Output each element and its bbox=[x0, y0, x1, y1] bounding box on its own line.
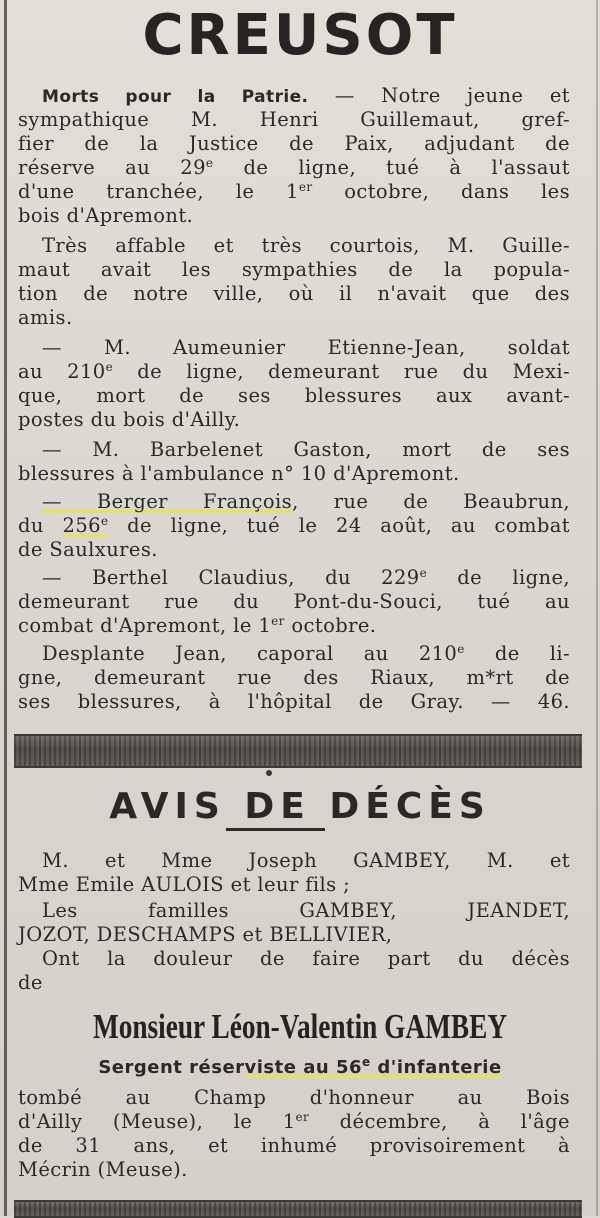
p4-line-1: — M. Barbelenet Gaston, mort de ses bbox=[42, 438, 570, 461]
avis-line-5: Ont la douleur de faire part du décès bbox=[42, 947, 570, 970]
section-title: CREUSOT bbox=[142, 3, 458, 68]
after-line-4: Mécrin (Meuse). bbox=[18, 1158, 188, 1181]
bottom-band bbox=[14, 1200, 582, 1218]
avis-title: AVIS DE DÉCÈS bbox=[109, 786, 491, 827]
morts-line-1: Morts pour la Patrie. — Notre jeune et bbox=[42, 84, 570, 107]
avis-line-3: Les familles GAMBEY, JEANDET, bbox=[42, 899, 570, 922]
morts-line-2: sympathique M. Henri Guillemaut, gref- bbox=[18, 108, 570, 131]
after-line-2: d'Ailly (Meuse), le 1er décembre, à l'âge bbox=[18, 1110, 570, 1133]
column-rule bbox=[4, 0, 7, 1216]
p5-line-1: — Berger François, rue de Beaubrun, bbox=[42, 490, 570, 513]
avis-line-6: de bbox=[18, 971, 43, 994]
p3-line-2: au 210e de ligne, demeurant rue du Mexi- bbox=[18, 360, 570, 383]
avis-line-1: M. et Mme Joseph GAMBEY, M. et bbox=[42, 849, 570, 872]
p6-line-3: combat d'Apremont, le 1er octobre. bbox=[18, 614, 377, 637]
p2-line-1: Très affable et très courtois, M. Guille- bbox=[42, 234, 570, 257]
separator-band bbox=[14, 734, 582, 768]
column-rule-right bbox=[596, 0, 598, 1216]
p2-line-4: amis. bbox=[18, 306, 73, 329]
deceased-name: Monsieur Léon-Valentin GAMBEY bbox=[92, 1007, 508, 1046]
after-line-1: tombé au Champ d'honneur au Bois bbox=[18, 1086, 570, 1109]
p6-line-1: — Berthel Claudius, du 229e de ligne, bbox=[42, 566, 570, 589]
morts-line-6: bois d'Apremont. bbox=[18, 204, 194, 227]
p6-line-2: demeurant rue du Pont-du-Souci, tué au bbox=[18, 590, 570, 613]
morts-line-5: d'une tranchée, le 1er octobre, dans les bbox=[18, 180, 570, 203]
p7-line-1: Desplante Jean, caporal au 210e de li- bbox=[42, 642, 570, 665]
highlight-berger: — Berger François bbox=[42, 490, 293, 513]
p5-line-2: du 256e de ligne, tué le 24 août, au combat bbox=[18, 514, 570, 537]
p2-line-3: tion de notre ville, où il n'avait que des bbox=[18, 282, 570, 305]
after-line-3: de 31 ans, et inhumé provisoirement à bbox=[18, 1134, 570, 1157]
morts-lead: Morts pour la Patrie. bbox=[42, 87, 309, 107]
avis-line-2: Mme Emile AULOIS et leur fils ; bbox=[18, 873, 351, 896]
separator-dot bbox=[266, 770, 272, 776]
p5-line-3: de Saulxures. bbox=[18, 538, 158, 561]
morts-line-4: réserve au 29e de ligne, tué à l'assaut bbox=[18, 156, 570, 179]
p3-line-1: — M. Aumeunier Etienne-Jean, soldat bbox=[42, 336, 570, 359]
p3-line-4: postes du bois d'Ailly. bbox=[18, 408, 241, 431]
p2-line-2: maut avait les sympathies de la popula- bbox=[18, 258, 570, 281]
morts-line-3: fier de la Justice de Paix, adjudant de bbox=[18, 132, 570, 155]
p7-line-2: gne, demeurant rue des Riaux, m*rt de bbox=[18, 666, 570, 689]
highlight-256: 256e bbox=[62, 514, 109, 537]
avis-underline bbox=[226, 828, 325, 831]
p4-line-2: blessures à l'ambulance n° 10 d'Apremont. bbox=[18, 462, 460, 485]
p3-line-3: que, mort de ses blessures aux avant- bbox=[18, 384, 570, 407]
highlight-rank: viste au 56e d'infanterie bbox=[244, 1055, 502, 1078]
avis-line-4: JOZOT, DESCHAMPS et BELLIVIER, bbox=[18, 923, 393, 946]
p7-line-3: ses blessures, à l'hôpital de Gray. — 46. bbox=[18, 690, 570, 713]
deceased-rank: Sergent réserviste au 56e d'infanterie bbox=[98, 1055, 502, 1078]
